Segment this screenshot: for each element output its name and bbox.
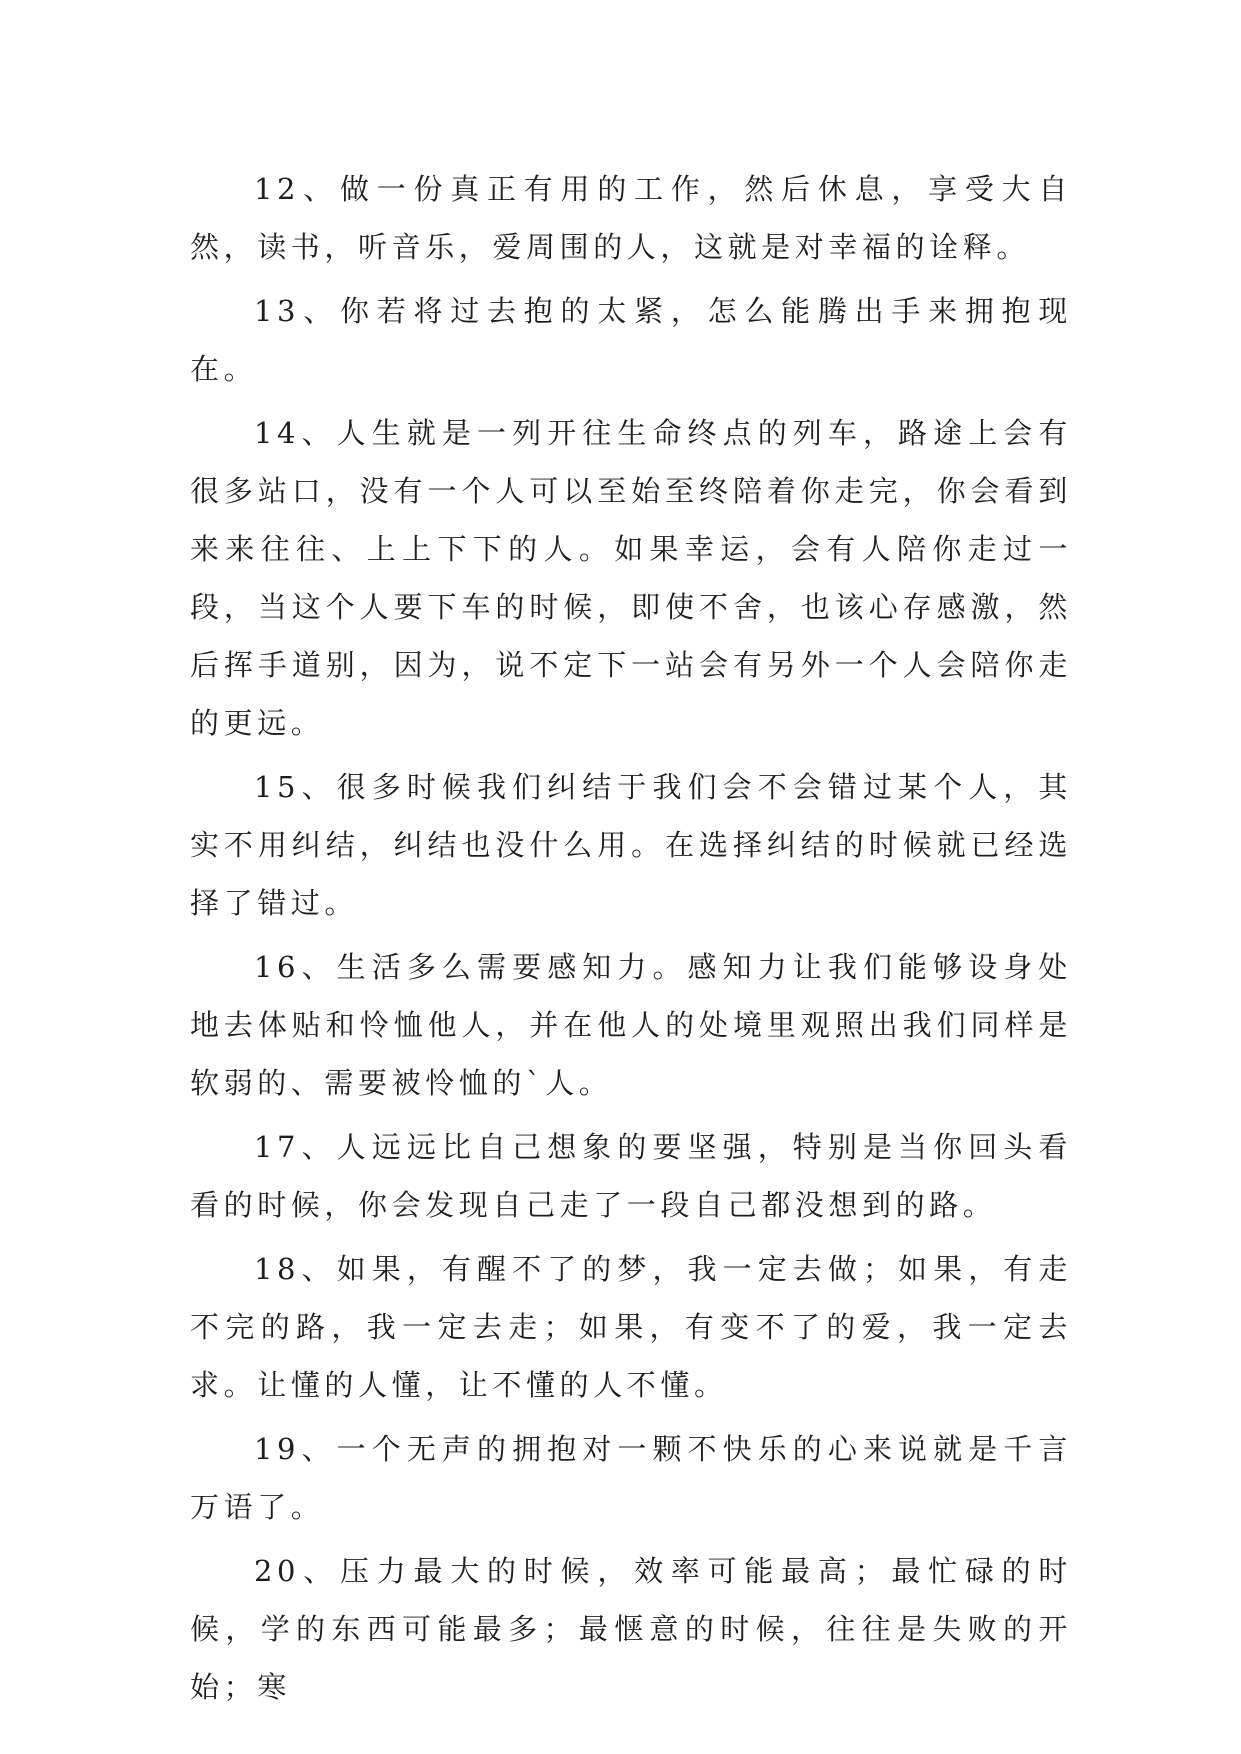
paragraph-14: 14、人生就是一列开往生命终点的列车，路途上会有很多站口，没有一个人可以至始至终陪着你走完，你会看到来来往往、上上下下的人。如果幸运，会有人陪你走过一段，当这个人要下车的时候，即使不舍，也该心存感激，然后挥手道别，因为，说不定下一站会有另外一个人会陪你走的更远。	[190, 416, 1072, 740]
paragraph-13: 13、你若将过去抱的太紧，怎么能腾出手来拥抱现在。	[190, 294, 1072, 386]
paragraph-15: 15、很多时候我们纠结于我们会不会错过某个人，其实不用纠结，纠结也没什么用。在选择纠结的时候就已经选择了错过。	[190, 770, 1072, 920]
paragraph-17: 17、人远远比自己想象的要坚强，特别是当你回头看看的时候，你会发现自己走了一段自己都没想到的路。	[190, 1130, 1072, 1222]
paragraph-18: 18、如果，有醒不了的梦，我一定去做；如果，有走不完的路，我一定去走；如果，有变不了的爱，我一定去求。让懂的人懂，让不懂的人不懂。	[190, 1252, 1072, 1402]
paragraph-12: 12、做一份真正有用的工作，然后休息，享受大自然，读书，听音乐，爱周围的人，这就是对幸福的诠释。	[190, 172, 1072, 264]
paragraph-19: 19、一个无声的拥抱对一颗不快乐的心来说就是千言万语了。	[190, 1432, 1072, 1524]
paragraph-16: 16、生活多么需要感知力。感知力让我们能够设身处地去体贴和怜恤他人，并在他人的处境里观照出我们同样是软弱的、需要被怜恤的`人。	[190, 950, 1072, 1100]
paragraph-20: 20、压力最大的时候，效率可能最高；最忙碌的时候，学的东西可能最多；最惬意的时候，往往是失败的开始；寒	[190, 1554, 1072, 1704]
document-body	[190, 160, 1072, 1722]
